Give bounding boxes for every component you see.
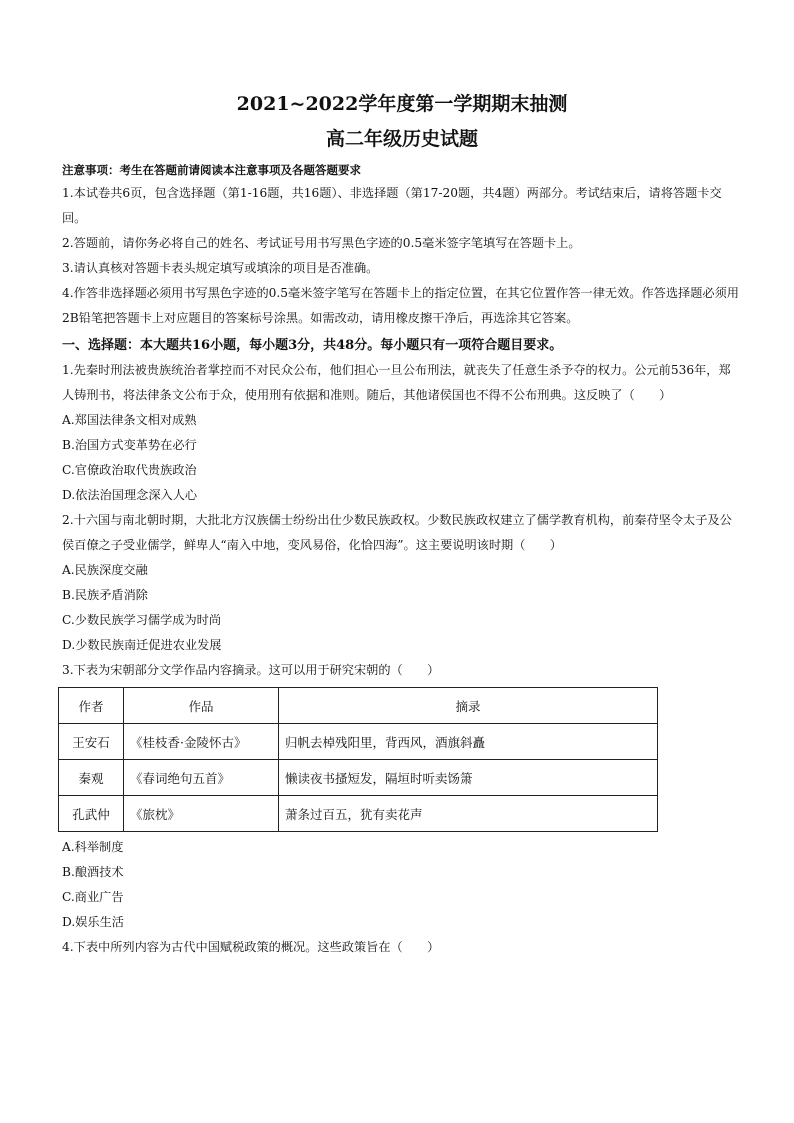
question-1-option-a: A.郑国法律条文相对成熟 bbox=[62, 413, 197, 427]
question-2-option-d: D.少数民族南迁促进农业发展 bbox=[62, 638, 222, 652]
question-2-option-a: A.民族深度交融 bbox=[62, 563, 148, 577]
table-header-work: 作品 bbox=[124, 688, 279, 724]
table-row bbox=[59, 724, 658, 760]
exam-title: 2021~2022学年度第一学期期末抽测 bbox=[236, 93, 568, 115]
table-cell-work: 《春词绝句五首》 bbox=[124, 760, 279, 796]
section-heading: 一、选择题：本大题共16小题，每小题3分，共48分。每小题只有一项符合题目要求。 bbox=[62, 338, 563, 353]
table-header-row bbox=[59, 688, 658, 724]
question-3-option-c: C.商业广告 bbox=[62, 890, 124, 904]
table-cell-work: 《桂枝香·金陵怀古》 bbox=[124, 724, 279, 760]
notice-heading: 注意事项：考生在答题前请阅读本注意事项及各题答题要求 bbox=[62, 163, 361, 177]
notice-item-4: 4.作答非选择题必须用书写黑色字迹的0.5毫米签字笔写在答题卡上的指定位置，在其它位置作答一律无效。作答选择题必须用2B铅笔把答题卡上对应题目的答案标号涂黑。如需改动，请用橡皮擦干净后，再选涂其它答案。 bbox=[62, 286, 739, 325]
question-2-option-c: C.少数民族学习儒学成为时尚 bbox=[62, 613, 222, 627]
question-1-option-c: C.官僚政治取代贵族政治 bbox=[62, 463, 197, 477]
question-3-stem: 3.下表为宋朝部分文学作品内容摘录。这可以用于研究宋朝的（ ） bbox=[62, 663, 440, 677]
table-row bbox=[59, 760, 658, 796]
notice-item-3: 3.请认真核对答题卡表头规定填写或填涂的项目是否准确。 bbox=[62, 261, 379, 275]
table-cell-author: 王安石 bbox=[59, 724, 124, 760]
question-1-stem: 1.先秦时刑法被贵族统治者掌控而不对民众公布，他们担心一旦公布刑法，就丧失了任意生杀予夺的权力。公元前536年，郑人铸刑书，将法律条文公布于众，使用刑有依据和准则。随后，其他诸侯国也不得不公布刑典。这反映了（ ） bbox=[62, 363, 731, 402]
exam-page bbox=[62, 92, 742, 960]
exam-subtitle: 高二年级历史试题 bbox=[325, 128, 478, 150]
table-cell-excerpt: 归帆去棹残阳里，背西风，酒旗斜矗 bbox=[279, 724, 658, 760]
notice-item-2: 2.答题前，请你务必将自己的姓名、考试证号用书写黑色字迹的0.5毫米签字笔填写在答题卡上。 bbox=[62, 236, 581, 250]
question-3-option-b: B.酿酒技术 bbox=[62, 865, 124, 879]
question-1-option-b: B.治国方式变革势在必行 bbox=[62, 438, 197, 452]
table-cell-author: 孔武仲 bbox=[59, 796, 124, 832]
table-row bbox=[59, 796, 658, 832]
question-2-stem: 2.十六国与南北朝时期，大批北方汉族儒士纷纷出仕少数民族政权。少数民族政权建立了儒学教育机构，前秦苻坚令太子及公侯百僚之子受业儒学，鲜卑人“南入中地，变风易俗，化恰四海”。这主要说明该时期（ ） bbox=[62, 513, 732, 552]
question-4-stem: 4.下表中所列内容为古代中国赋税政策的概况。这些政策旨在（ ） bbox=[62, 940, 440, 954]
table-cell-work: 《旅枕》 bbox=[124, 796, 279, 832]
question-2-option-b: B.民族矛盾消除 bbox=[62, 588, 148, 602]
table-cell-excerpt: 懒读夜书搔短发，隔垣时听卖饧箫 bbox=[279, 760, 658, 796]
question-3-option-a: A.科举制度 bbox=[62, 840, 124, 854]
question-1-option-d: D.依法治国理念深入人心 bbox=[62, 488, 198, 502]
question-3-table bbox=[58, 687, 658, 832]
table-cell-excerpt: 萧条过百五，犹有卖花声 bbox=[279, 796, 658, 832]
table-header-author: 作者 bbox=[59, 688, 124, 724]
question-3-option-d: D.娱乐生活 bbox=[62, 915, 124, 929]
table-cell-author: 秦观 bbox=[59, 760, 124, 796]
notice-item-1: 1.本试卷共6页，包含选择题（第1-16题，共16题）、非选择题（第17-20题，共4题）两部分。考试结束后，请将答题卡交回。 bbox=[62, 186, 722, 225]
table-header-excerpt: 摘录 bbox=[279, 688, 658, 724]
